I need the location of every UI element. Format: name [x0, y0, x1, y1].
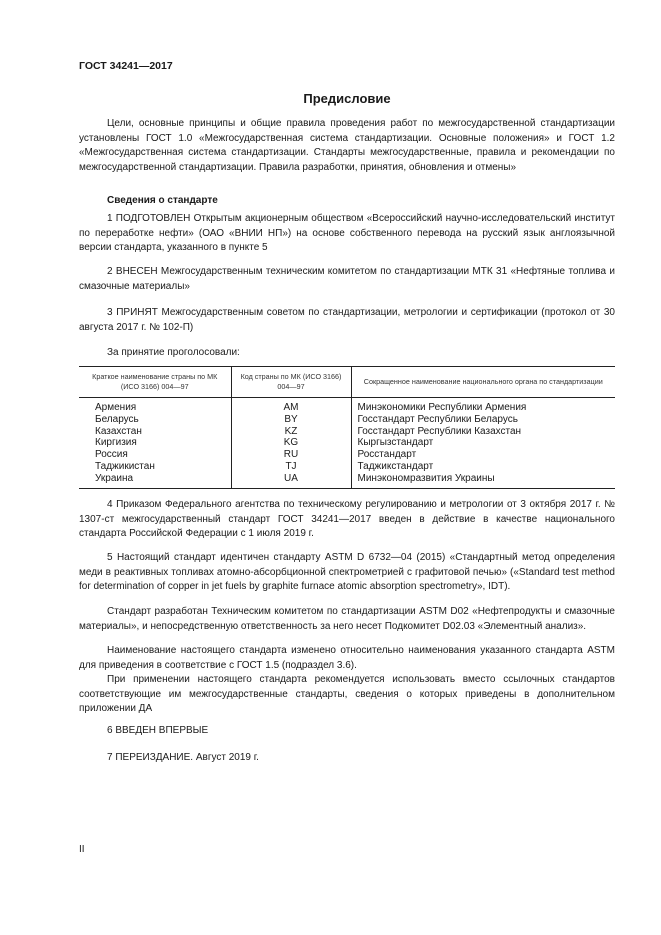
country-code: UA [231, 473, 351, 488]
standards-body: Росстандарт [351, 449, 615, 461]
paragraph-5: 5 Настоящий стандарт идентичен стандарту ASTM D 6732—04 (2015) «Стандартный метод определения меди в реактивных топливах атомно-абсорбционной спектрометрией с графитовой печью» («Standard test method for determination of copper in jet fuels by graphite furnace atomic absorption spectrometry», IDT). [79, 552, 615, 593]
intro-paragraph: Цели, основные принципы и общие правила проведения работ по межгосударственной стандартизации установлены ГОСТ 1.0 «Межгосударственная система стандартизации. Основные положения» и ГОСТ 1.2 «Межгосударственная система стандартизации. Стандарты межгосударственные, правила и рекомендации по межгосударственной стандартизации. Правила разработки, принятия, обновления и отмены» [79, 118, 615, 173]
table-row [79, 437, 615, 449]
country-name: Армения [95, 402, 137, 413]
standards-body: Кыргызстандарт [351, 437, 615, 449]
document-code: ГОСТ 34241—2017 [79, 60, 173, 72]
country-name: Украина [79, 473, 231, 488]
header-country-name: Краткое наименование страны по МК (ИСО 3166) 004—97 [79, 367, 231, 398]
paragraph-7: 7 ПЕРЕИЗДАНИЕ. Август 2019 г. [107, 752, 259, 763]
country-name: Беларусь [95, 413, 139, 425]
country-name: Киргизия [95, 437, 137, 449]
paragraph-3: 3 ПРИНЯТ Межгосударственным советом по стандартизации, метрологии и сертификации (протокол от 30 августа 2017 г. № 102-П) [79, 307, 615, 333]
country-code: AM [231, 398, 351, 414]
paragraph-5-name-change: Наименование настоящего стандарта изменено относительно наименования указанного стандарта ASTM для приведения в соответствие с ГОСТ 1.5 (подраздел 3.6). [79, 645, 615, 671]
standards-body: Госстандарт Республики Казахстан [351, 426, 615, 438]
page-title: Предисловие [303, 91, 391, 106]
table-row [79, 398, 615, 414]
paragraph-2: 2 ВНЕСЕН Межгосударственным техническим комитетом по стандартизации МТК 31 «Нефтяные топлива и смазочные материалы» [79, 266, 615, 292]
standards-body: Минэкономразвития Украины [351, 473, 615, 488]
paragraph-5-references: При применении настоящего стандарта рекомендуется использовать вместо ссылочных стандартов соответствующие им межгосударственные стандарты, сведения о которых приведены в дополнительном приложении ДА [79, 674, 615, 715]
standards-body: Госстандарт Республики Беларусь [351, 414, 615, 426]
header-standards-body: Сокращенное наименование национального органа по стандартизации [351, 367, 615, 398]
standards-body: Минэкономики Республики Армения [351, 398, 615, 414]
country-code: TJ [231, 461, 351, 473]
table-row [79, 449, 615, 461]
country-name: Казахстан [95, 425, 142, 437]
vote-label: За принятие проголосовали: [107, 347, 240, 358]
table-header-row [79, 367, 615, 398]
table-row [79, 414, 615, 426]
page-number: II [79, 844, 85, 855]
country-code: BY [231, 414, 351, 426]
voting-table [79, 366, 615, 489]
table-row [79, 461, 615, 473]
header-country-code: Код страны по МК (ИСО 3166) 004—97 [231, 367, 351, 398]
section-title: Сведения о стандарте [107, 195, 218, 206]
table-row [79, 426, 615, 438]
country-code: RU [231, 449, 351, 461]
paragraph-1: 1 ПОДГОТОВЛЕН Открытым акционерным обществом «Всероссийский научно-исследовательский институт по переработке нефти» (ОАО «ВНИИ НП») на основе собственного перевода на русский язык англоязычной версии стандарта, указанного в пункте 5 [79, 213, 615, 254]
table-row [79, 473, 615, 488]
country-code: KZ [231, 426, 351, 438]
paragraph-4: 4 Приказом Федерального агентства по техническому регулированию и метрологии от 3 октября 2017 г. № 1307-ст межгосударственный стандарт ГОСТ 34241—2017 введен в действие в качестве национального стандарта Российской Федерации с 1 июля 2019 г. [79, 499, 615, 540]
standards-body: Таджикстандарт [351, 461, 615, 473]
country-name: Таджикистан [95, 460, 155, 472]
paragraph-5-developer: Стандарт разработан Техническим комитетом по стандартизации ASTM D02 «Нефтепродукты и смазочные материалы», и непосредственную ответственность за него несет Подкомитет D02.03 «Элементный анализ». [79, 606, 615, 632]
paragraph-6: 6 ВВЕДЕН ВПЕРВЫЕ [107, 725, 209, 736]
country-name: Россия [95, 449, 128, 461]
country-code: KG [231, 437, 351, 449]
